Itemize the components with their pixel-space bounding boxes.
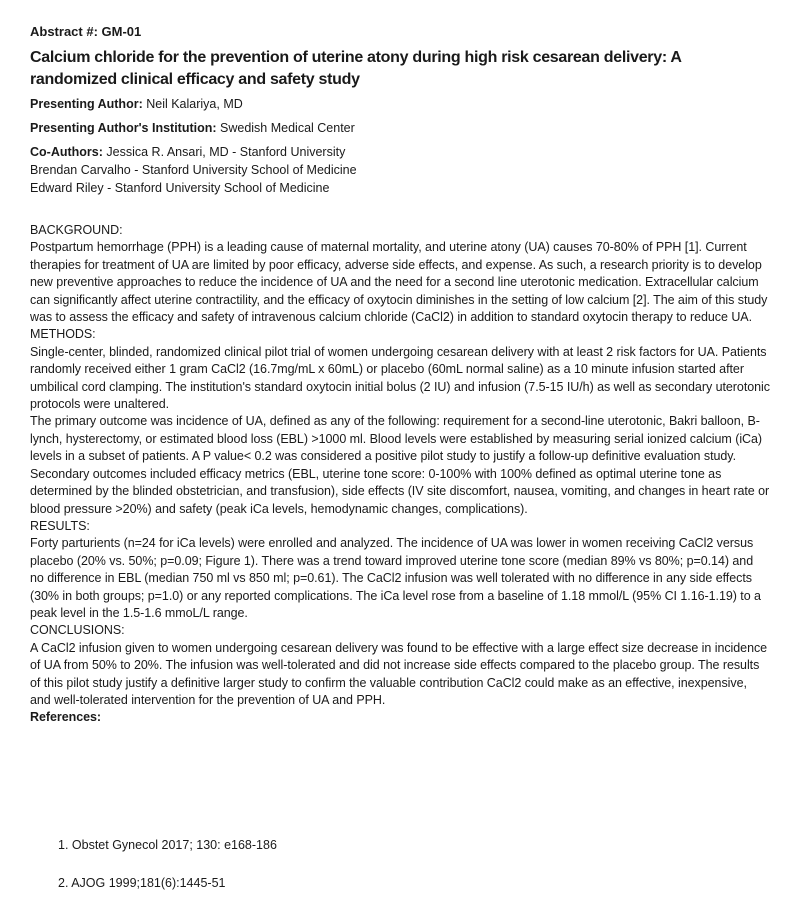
reference-1: 1. Obstet Gynecol 2017; 130: e168-186 xyxy=(58,838,277,852)
methods-text-1: Single-center, blinded, randomized clinical pilot trial of women undergoing cesarean delivery with at least 2 risk factors for UA. Patients randomly received either 1 gram CaCl2 (16.7mg/mL x 60mL) or placebo (60mL normal saline) as a 10 minute infusion started after umbilical cord clamping. The institution's standard oxytocin initial bolus (2 IU) and infusion (7.5-15 IU/h) as well as secondary uterotonic protocols were unaltered. xyxy=(30,344,770,412)
institution-label: Presenting Author's Institution: xyxy=(30,121,217,135)
abstract-number: Abstract #: GM-01 xyxy=(30,24,142,39)
methods-text-2: The primary outcome was incidence of UA, defined as any of the following: requirement for a second-line uterotonic, Bakri balloon, B-lynch, hysterectomy, or estimated blood loss (EBL) >1000 ml. Blood levels were established by measuring serial ionized calcium (iCa) levels in a subset of patients. A P value< 0.2 was considered a positive pilot study to justify a follow-up definitive evaluation study. Secondary outcomes included efficacy metrics (EBL, uterine tone score: 0-100% with 100% defined as optimal uterine tone as determined by the blinded obstetrician, and transfusion), side effects (IV site discomfort, nausea, vomiting, and changes in heart rate or blood pressure >20%) and safety (peak iCa levels, hemodynamic changes, complications). xyxy=(30,414,770,516)
background-text: Postpartum hemorrhage (PPH) is a leading cause of maternal mortality, and uterine atony (UA) causes 70-80% of PPH [1]. Current therapies for treatment of UA are limited by poor efficacy, adverse side effects, and expense. As such, a research priority is to develop new preventive approaches to reduce the incidence of UA and the need for a second line uterotonic medication. Extracellular calcium can significantly affect uterine contractility, and the efficacy of oxytocin diminishes in the setting of low calcium [2]. The aim of this study was to assess the efficacy and safety of intravenous calcium chloride (CaCl2) in addition to standard oxytocin therapy to reduce UA. xyxy=(30,240,768,325)
results-heading: RESULTS: xyxy=(30,518,90,533)
reference-2: 2. AJOG 1999;181(6):1445-51 xyxy=(58,876,226,890)
coauthor-3: Edward Riley - Stanford University School of Medicine xyxy=(30,181,330,195)
results-text: Forty parturients (n=24 for iCa levels) were enrolled and analyzed. The incidence of UA was lower in women receiving CaCl2 versus placebo (20% vs. 50%; p=0.09; Figure 1). There was a trend toward improved uterine tone score (median 89% vs 80%; p=0.14) and no difference in EBL (median 750 ml vs 850 ml; p=0.61). The CaCl2 infusion was well tolerated with no difference in any side effects (30% in both groups; p=1.0) or any reported complications. The iCa level rose from a baseline of 1.18 mmol/L (95% CI 1.16-1.19) to a peak level in the 1.5-1.6 mmoL/L range. xyxy=(30,536,761,620)
coauthor-1: Jessica R. Ansari, MD - Stanford University xyxy=(106,145,346,159)
presenting-author-value: Neil Kalariya, MD xyxy=(146,97,243,111)
conclusions-heading: CONCLUSIONS: xyxy=(30,623,125,638)
institution-value: Swedish Medical Center xyxy=(220,121,355,135)
coauthors-label: Co-Authors: xyxy=(30,145,103,159)
presenting-author-line xyxy=(30,95,243,113)
abstract-title: Calcium chloride for the prevention of uterine atony during high risk cesarean delivery: A randomized clinical efficacy and safety study xyxy=(30,49,682,88)
coauthor-2: Brendan Carvalho - Stanford University School of Medicine xyxy=(30,163,357,177)
references-heading: References: xyxy=(30,710,102,725)
background-heading: BACKGROUND: xyxy=(30,223,123,237)
institution-line xyxy=(30,119,355,137)
methods-heading: METHODS: xyxy=(30,327,96,342)
conclusions-text: A CaCl2 infusion given to women undergoing cesarean delivery was found to be effective with a large effect size decrease in incidence of UA from 50% to 20%. The infusion was well-tolerated and did not increase side effects compared to the placebo group. The results of this pilot study justify a definitive larger study to confirm the valuable contribution CaCl2 could make as an effective, inexpensive, and well-tolerated intervention for the prevention of UA and PPH. xyxy=(30,640,768,707)
presenting-author-label: Presenting Author: xyxy=(30,97,143,111)
coauthors-line xyxy=(30,143,345,161)
abstract-body xyxy=(30,222,770,727)
